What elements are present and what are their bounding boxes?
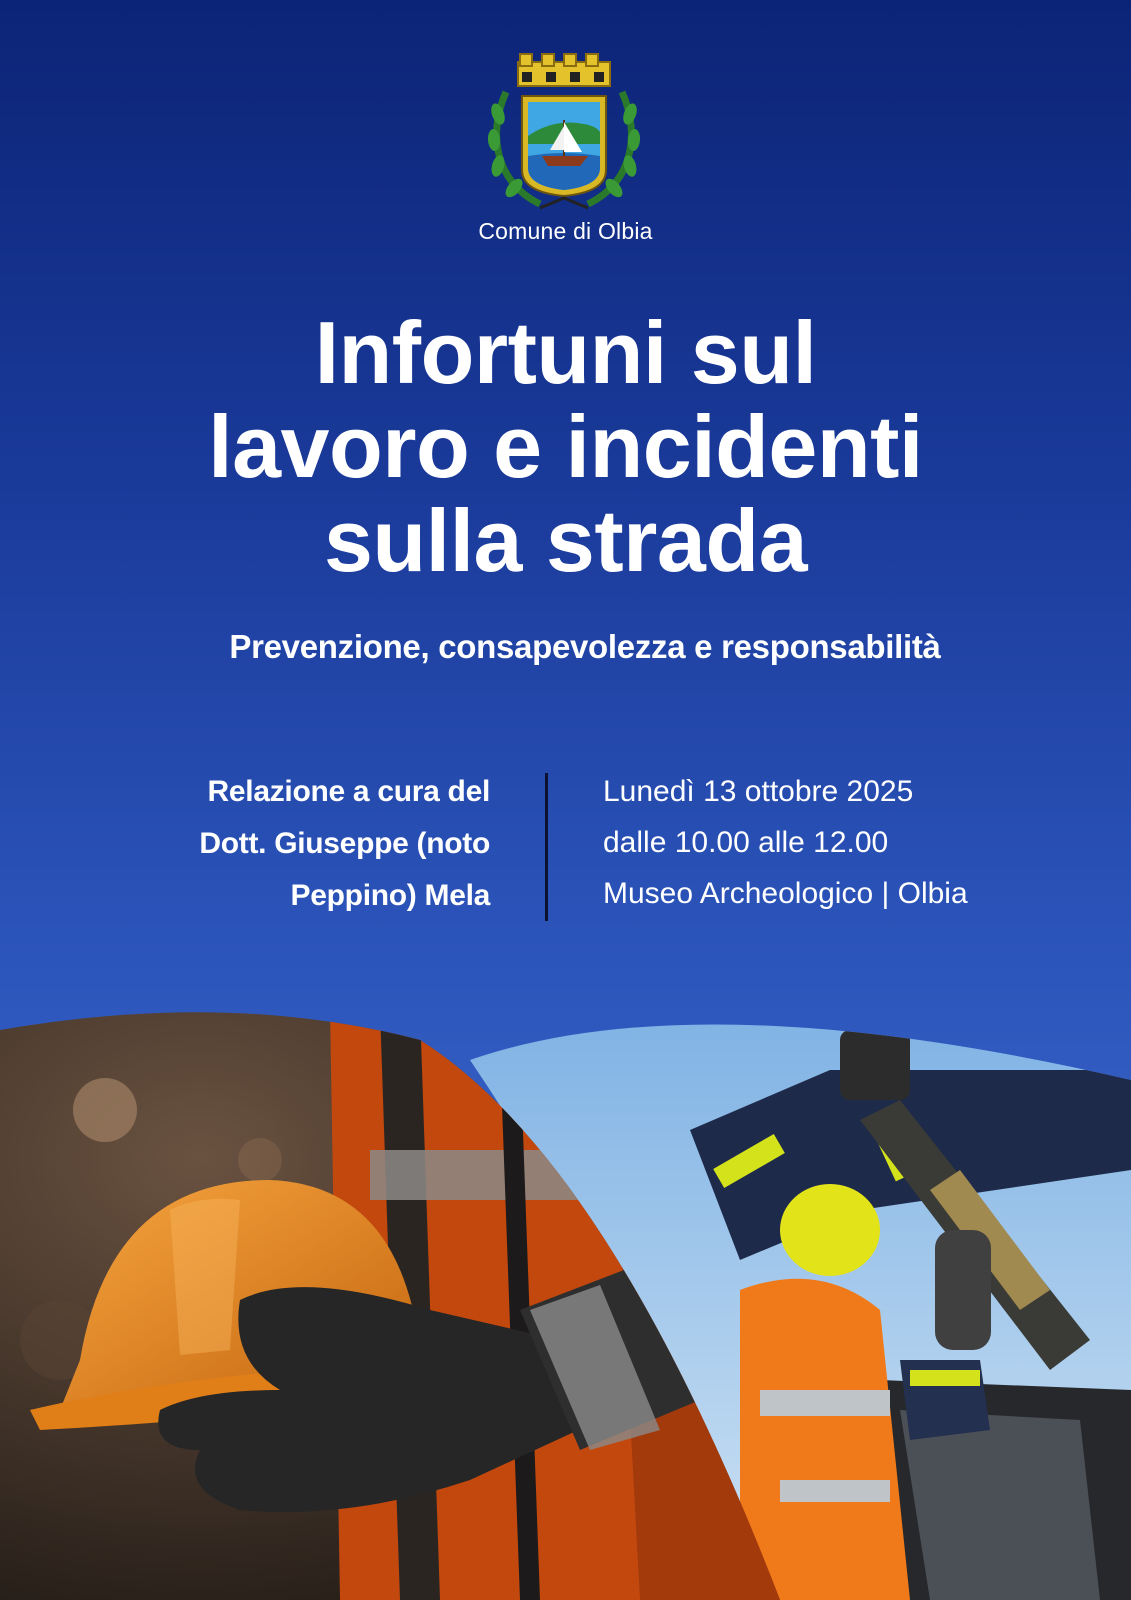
speaker-line: Relazione a cura del [207, 775, 490, 808]
speaker-info [120, 766, 490, 922]
organization-name: Comune di Olbia [478, 218, 653, 244]
event-title [0, 303, 1131, 590]
speaker-line: Dott. Giuseppe (noto [199, 827, 490, 860]
title-line: sulla strada [323, 491, 808, 590]
event-time: dalle 10.00 alle 12.00 [603, 826, 889, 859]
event-details [603, 766, 1083, 919]
vertical-divider [545, 773, 548, 921]
photo-collage [0, 1010, 1131, 1600]
event-location: Museo Archeologico | Olbia [603, 877, 968, 910]
title-line: Infortuni sul [314, 303, 817, 402]
speaker-line: Peppino) Mela [290, 879, 490, 912]
coat-of-arms-icon [484, 52, 644, 220]
title-line: lavoro e incidenti [208, 397, 923, 496]
event-date: Lunedì 13 ottobre 2025 [603, 775, 914, 808]
event-subtitle: Prevenzione, consapevolezza e responsabilità [229, 628, 941, 665]
